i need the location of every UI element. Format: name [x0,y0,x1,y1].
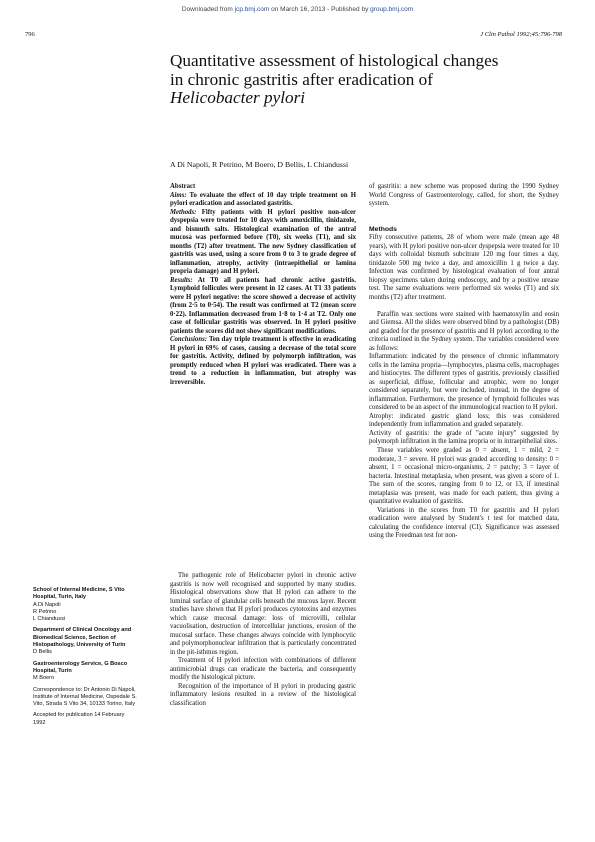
title-line: Quantitative assessment of histological changes [170,51,499,70]
journal-link[interactable]: jcp.bmj.com [234,6,270,13]
abstract-conclusions [170,336,356,387]
affiliation-department: Department of Clinical Oncology and Biomedical Science, Section of Histopathology, University of Turin [33,627,132,649]
affiliation-school: School of Internal Medicine, S Vito Hospital, Turin, Italy [33,587,125,601]
banner-text: on March 16, 2013 - Published by [269,6,371,13]
paragraph: Variations in the scores from T0 for gastritis and H pylori eradication were analysed by Student's t test for matched data, calculating the confidence interval (CI). Significance was assessed using the Freedman test for non- [369,506,559,540]
introduction [170,572,356,708]
author-name: M Boero [33,675,55,682]
correspondence: Correspondence to: Dr Antonio Di Napoli, Institute of Internal Medicine, Ospedale S. Vito, Strada S Vito 34, 10133 Torino, Italy [33,686,137,708]
title-line: Helicobacter pylori [170,88,306,107]
title-line: in chronic gastritis after eradication of [170,69,433,89]
paragraph: Fifty consecutive patients, 28 of whom were male (mean age 48 years), with H pylori positive non-ulcer dyspepsia were treated for 10 days with colloidal bismuth subcitrate 120 mg four times a day, tinidazole 500 mg twice a day, and amoxicillin 1 g twice a day. Infection was confirmed by histological evaluation of four antral biopsy specimens taken during endoscopy, and by a positive urease test. The same evaluations were performed six weeks (T1) and six months (T2) after treatment. [369,234,559,301]
article-title [170,52,550,108]
abstract-methods [170,209,356,277]
author-name: D Bellis [33,649,52,656]
page-number: 796 [25,31,35,38]
accepted-date: Accepted for publication 14 February 1992 [33,712,125,726]
author-list: A Di Napoli, R Petrino, M Boero, D Bellis, L Chiandussi [170,160,349,169]
abstract-aims [170,192,356,209]
aims-text: To evaluate the effect of 10 day triple treatment on H pylori eradication and associated gastritis. [170,191,357,208]
abstract-results [170,277,356,337]
affiliation-gastroenterology: Gastroenterology Service, G Bosco Hospital, Turin [33,660,128,674]
methods-text: Fifty patients with H pylori positive non-ulcer dyspepsia were treated for 10 days with amoxicillin, tinidazole, and bismuth salts. Histological examination of the antral mucosa was performed before (T0), six weeks (T1), and six months (T2) after treatment. The new Sydney classification of gastritis was used, using a score from 0 to 3 to grade degree of inflammation, atrophy, activity (intraepithelial or lamina propria damage) and H pylori. [170,208,356,276]
publisher-link[interactable]: group.bmj.com [370,6,414,13]
paragraph: Inflammation: indicated by the presence of chronic inflammatory cells in the lamina propria—lymphocytes, plasma cells, macrophages and histiocytes. The different types of gastritis, previously classified as superficial, diffuse, follicular and atrophic, were no longer considered separately, but were included, instead, in the degree of inflammation. Furthermore, the presence of lymphoid follicules was considered to be an aspect of the immunological reaction to H pylori. [369,353,559,412]
section-heading: Methods [369,225,397,233]
methods-label: Methods: [170,208,197,216]
paragraph: The pathogenic role of Helicobacter pylori in chronic active gastritis is now well recognised and supported by many studies. Histological observations show that H pylori can adhere to the luminal surface of glandular cells beneath the mucous layer. Recent studies have shown that H pylori produces cytotoxins and enzymes which cause mucosal damage: loss of microvilli, cellular vacuolisation, destruction of intercellular junctions, erosion of the mucosal surface. These changes always coincide with lymphocytic and polymorphonuclear infiltration that is particularly concentrated in the pit-isthmus region. [170,572,356,656]
affiliations [33,587,138,727]
banner-text: Downloaded from [181,6,235,13]
paragraph: Paraffin wax sections were stained with haematoxylin and eosin and Giemsa. All the slides were observed blind by a pathologist (DB) and graded for the presence of gastritis and H pylori according to the criteria outlined in the Sydney system. The variables considered were as follows: [369,310,559,352]
author-name: A Di Napoli [33,601,61,608]
conclusions-text: Ten day triple treatment is effective in eradicating H pylori in 69% of cases, causing a decrease of the total score for gastritis. Activity, defined by polymorph infiltration, was promptly reduced when H pylori was eradicated. There was a trend to a reduction in inflammation, but atrophy was irreversible. [170,336,356,386]
paragraph: Recognition of the importance of H pylori in producing gastric inflammatory lesions resulted in a review of the histological classification [170,682,356,707]
conclusions-label: Conclusions: [170,336,208,344]
running-head: J Clin Pathol 1992;45:796-798 [480,31,562,38]
paragraph: These variables were graded as 0 = absent, 1 = mild, 2 = moderate, 3 = severe. H pylori was graded according to density: 0 = absent, 1 = occasional micro-organisms, 2 = patchy; 3 = layer of bacteria. Intestinal metaplasia, when present, was given a score of 1. The sum of the scores, ranging from 0 to 12, or 13, if intestinal metaplasia was present, was made for each patient, thus giving a quantitative evaluation of gastritis. [369,446,559,506]
download-banner [0,6,595,13]
paragraph: of gastritis: a new scheme was proposed during the 1990 Sydney World Congress of Gastroenterology, called, for short, the Sydney system. [369,183,559,208]
author-name: R Petrino [33,608,57,615]
aims-label: Aims: [170,191,187,199]
author-name: L Chiandussi [33,616,66,623]
abstract-heading: Abstract [170,183,196,190]
paragraph: Treatment of H pylori infection with combinations of different antimicrobial drugs can eradicate the bacteria, and consequently modify the histological picture. [170,657,356,682]
results-label: Results: [170,276,193,284]
right-column [369,183,559,541]
results-text: At T0 all patients had chronic active gastritis. Lymphoid follicules were present in 12 cases. At T1 33 patients were H pylori negative: the score showed a decrease of activity (from 2·5 to 0·54). The result was confirmed at T2 (mean score 0·22). Inflammation decreased from 1·8 to 1·4 at T2. Only one case of follicular gastritis was observed. In H pylori positive patients the scores did not show significant modifications. [170,276,356,335]
paragraph: Atrophy: indicated gastric gland loss; this was considered independently from inflammation and graded separately. [369,412,559,429]
paragraph: Activity of gastritis: the grade of "acute injury" suggested by polymorph infiltration in the lamina propria or in intraepithelial sites. [369,429,559,446]
abstract [170,183,356,387]
